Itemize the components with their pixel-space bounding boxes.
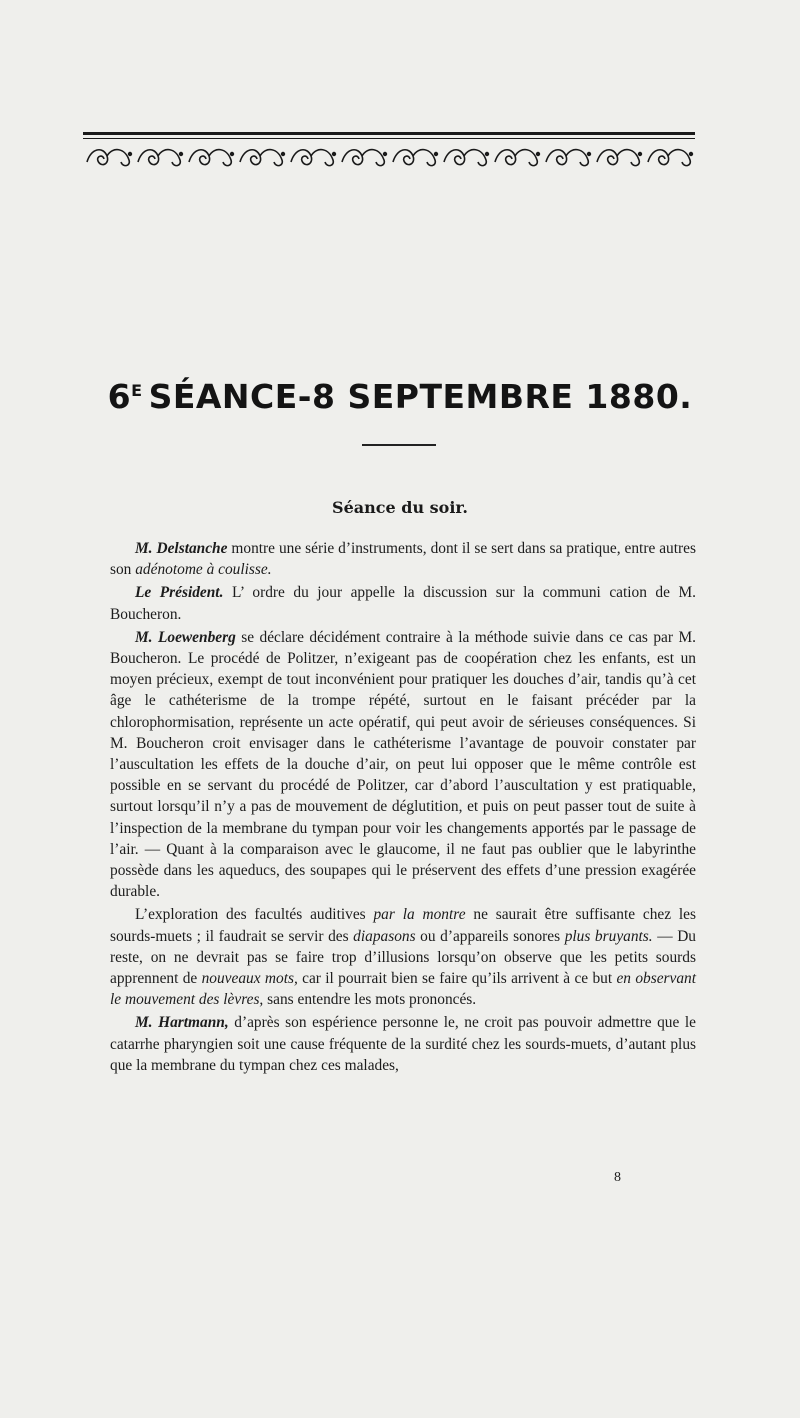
paragraph xyxy=(110,1012,696,1076)
body-text xyxy=(110,538,696,1078)
text-segment: L’ ordre du jour appelle la discussion sur la communi cation de M. Boucheron. xyxy=(110,584,696,623)
ornament-dot xyxy=(689,152,693,156)
scroll-ornament xyxy=(393,150,435,166)
ornamental-header-band xyxy=(83,132,695,178)
ornament-dot xyxy=(536,152,540,156)
scroll-ornament xyxy=(495,150,537,166)
italic-text: plus bruyants. xyxy=(564,927,653,945)
paragraph xyxy=(110,627,696,903)
session-subtitle: Séance du soir. xyxy=(332,498,468,517)
session-title-text: SÉANCE-8 SEPTEMBRE 1880. xyxy=(148,377,693,416)
scroll-ornament xyxy=(342,150,384,166)
italic-text: diapasons xyxy=(353,927,416,945)
italic-text: adénotome à coulisse. xyxy=(135,561,272,579)
scroll-ornament xyxy=(240,150,282,166)
text-segment: car il pourrait bien se faire qu’ils arrivent à ce but xyxy=(297,970,617,988)
text-segment: ne saurait être suffisante chez les sourds-muets ; il faudrait se servir des xyxy=(110,906,697,945)
ornament-dot xyxy=(230,152,234,156)
italic-text: par la montre xyxy=(373,906,466,924)
speaker-name: M. Delstanche xyxy=(135,540,228,557)
text-segment: montre une série d’instruments, dont il se sert dans sa pratique, entre autres son xyxy=(110,540,696,579)
ornament-dot xyxy=(332,152,336,156)
session-number: 6 xyxy=(107,377,132,416)
text-segment: d’après son espérience personne le, ne croit pas pouvoir admettre que le catarrhe pharyngien soit une cause fréquente de la surdité chez les sourds-muets, d’autant plus que la membrane du tympan chez ces malades, xyxy=(110,1014,696,1074)
text-segment: — Du reste, on ne devrait pas se faire trop d’illusions lorsqu’on observe que les petits sourds apprennent de xyxy=(110,927,697,988)
scroll-ornament xyxy=(87,150,129,166)
paragraph xyxy=(110,904,696,1010)
title-divider-rule xyxy=(362,444,436,446)
scroll-ornament xyxy=(189,150,231,166)
paragraph xyxy=(110,582,696,624)
ornament-dot xyxy=(128,152,132,156)
scroll-ornament xyxy=(444,150,486,166)
session-title xyxy=(0,377,800,416)
ornament-dot xyxy=(638,152,642,156)
scroll-ornament xyxy=(597,150,639,166)
session-number-superscript: E xyxy=(131,381,143,400)
ornament-dot xyxy=(485,152,489,156)
speaker-name: M. Loewenberg xyxy=(135,628,236,646)
scroll-ornament xyxy=(546,150,588,166)
scroll-ornament xyxy=(138,150,180,166)
ornament-dot xyxy=(434,152,438,156)
italic-text: en observant le mouvement des lèvres, xyxy=(110,970,697,1009)
ornament-dot xyxy=(383,152,387,156)
text-segment: sans entendre les mots prononcés. xyxy=(263,991,477,1009)
speaker-name: M. Hartmann, xyxy=(135,1014,229,1032)
ornament-dot xyxy=(281,152,285,156)
scroll-ornament xyxy=(291,150,333,166)
ornament-dot xyxy=(179,152,183,156)
ornament-dot xyxy=(587,152,591,156)
paragraph xyxy=(110,538,696,580)
scroll-ornament xyxy=(648,150,690,166)
text-segment: ou d’appareils sonores xyxy=(415,927,565,945)
italic-text: nouveaux mots, xyxy=(201,970,298,988)
page-number: 8 xyxy=(614,1170,621,1185)
speaker-name: Le Président. xyxy=(135,584,224,602)
text-segment: se déclare décidément contraire à la méthode suivie dans ce cas par M. Boucheron. Le procédé de Politzer, n’exigeant pas de coopération chez les enfants, est un moyen précieux, exempt de tout inconvénient pour pratiquer les douches d’air, tandis qu’à cet âge le cathéterisme de la trompe répété, surtout en le faisant précéder par la chlorophormisation, représente un acte opératif, qui peut avoir de sérieuses conséquences. Si M. Boucheron croit envisager dans le cathéterisme l’avantage de pouvoir constater par l’auscultation les effets de la douche d’air, on peut lui opposer que le même contrôle est possible en se servant du procédé de Politzer, car d’abord l’auscultation y est pratiquable, surtout lorsqu’il n’y a pas de mouvement de déglutition, et puis on peut passer tout de suite à l’inspection de la membrane du tympan pour voir les changements apportés par le passage de l’air. — Quant à la comparaison avec le glaucome, il ne faut pas oublier que le labyrinthe possède dans les aqueducs, des soupapes qui le préservent des effets d’une pression exagérée durable. xyxy=(110,628,696,901)
text-segment: L’exploration des facultés auditives xyxy=(135,906,374,924)
